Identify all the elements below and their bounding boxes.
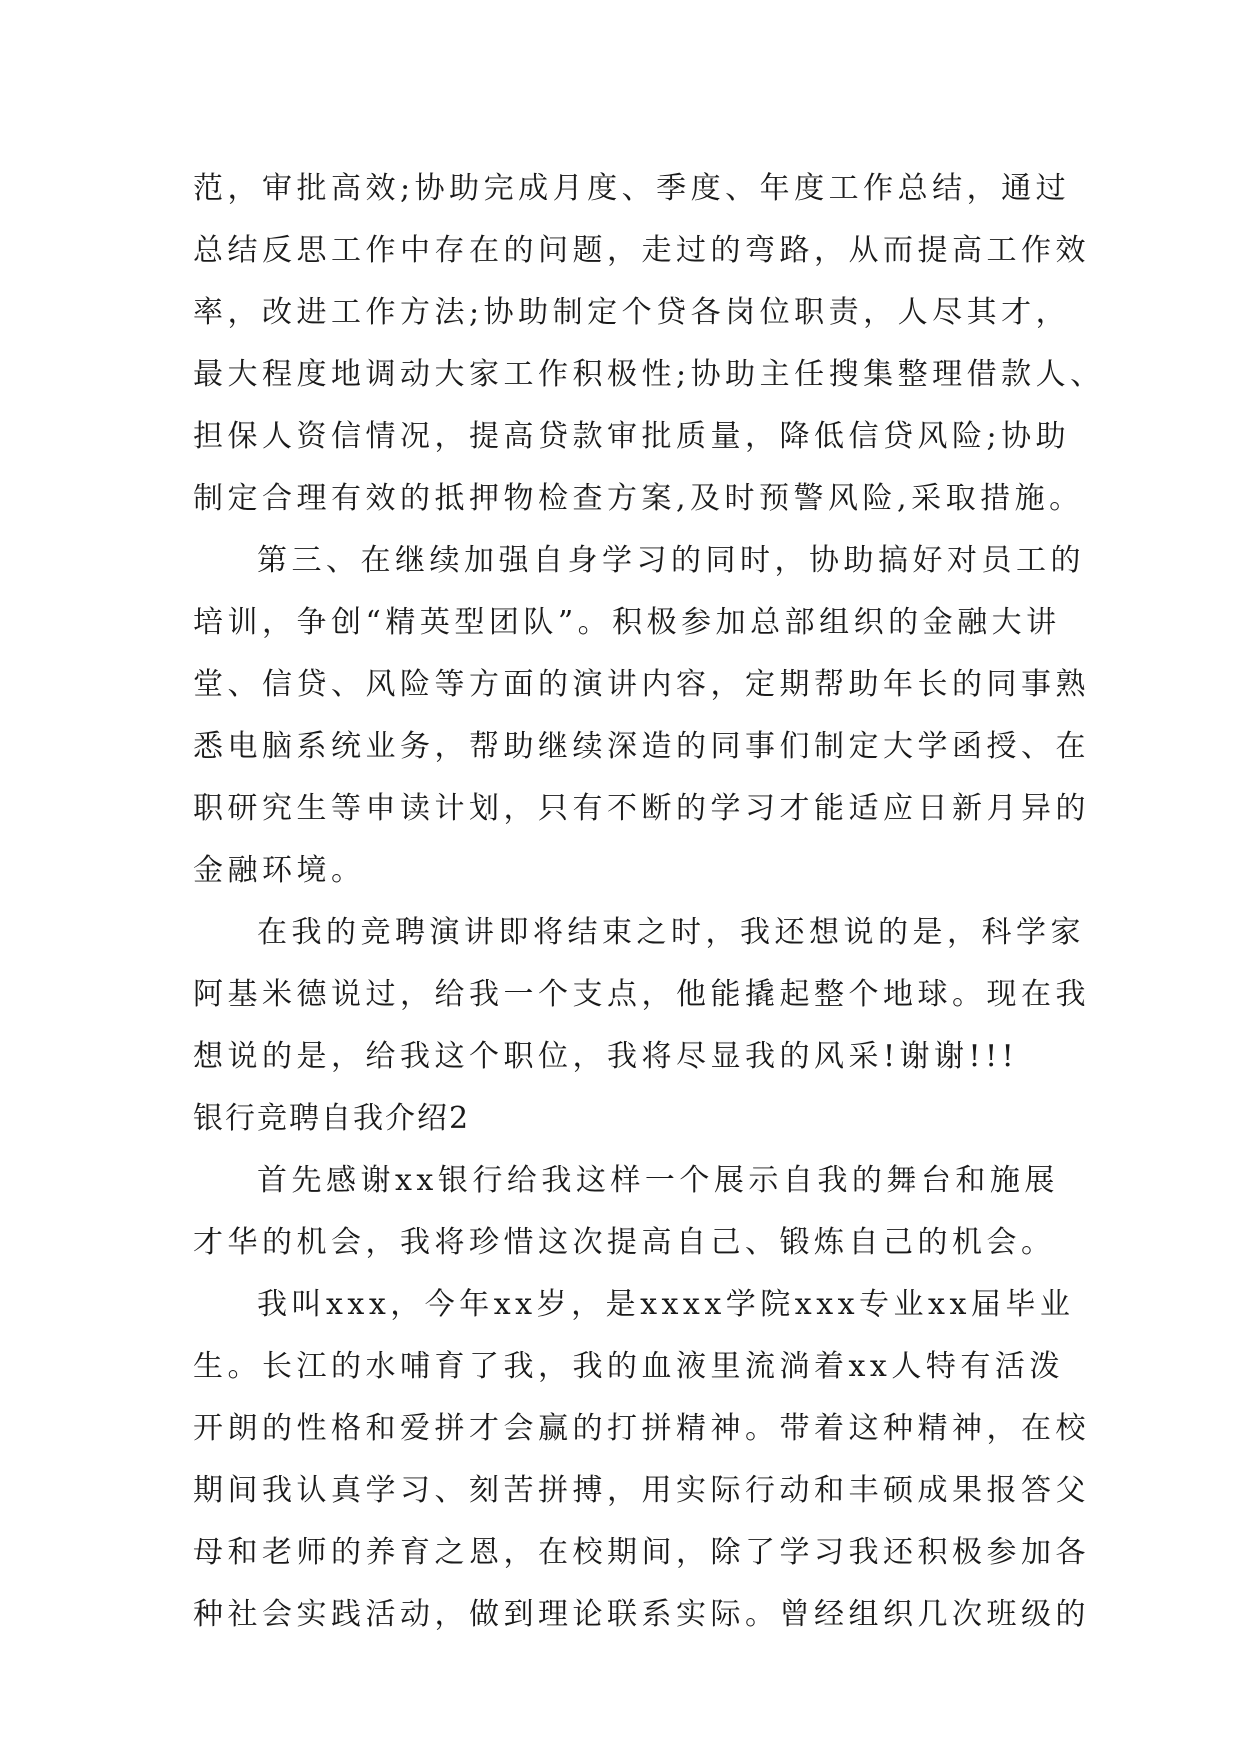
paragraph-2 bbox=[193, 530, 1090, 902]
text-line: 职研究生等申读计划，只有不断的学习才能适应日新月异的 bbox=[193, 791, 1090, 826]
text-line: 我叫xxx，今年xx岁，是xxxx学院xxx专业xx届毕业 bbox=[257, 1287, 1075, 1322]
text-line: 首先感谢xx银行给我这样一个展示自我的舞台和施展 bbox=[257, 1163, 1059, 1198]
text-line: 金融环境。 bbox=[193, 853, 366, 888]
text-line: 范，审批高效;协助完成月度、季度、年度工作总结，通过 bbox=[193, 171, 1071, 206]
text-line: 想说的是，给我这个职位，我将尽显我的风采!谢谢!!! bbox=[193, 1039, 1019, 1074]
text-line: 母和老师的养育之恩，在校期间，除了学习我还积极参加各 bbox=[193, 1535, 1090, 1570]
text-line: 第三、在继续加强自身学习的同时，协助搞好对员工的 bbox=[257, 543, 1085, 578]
text-line: 期间我认真学习、刻苦拼搏，用实际行动和丰硕成果报答父 bbox=[193, 1473, 1090, 1508]
text-line: 制定合理有效的抵押物检查方案,及时预警风险,采取措施。 bbox=[193, 481, 1084, 516]
document-body bbox=[193, 158, 1105, 1646]
text-line: 生。长江的水哺育了我，我的血液里流淌着xx人特有活泼 bbox=[193, 1349, 1064, 1384]
text-line: 才华的机会，我将珍惜这次提高自己、锻炼自己的机会。 bbox=[193, 1225, 1056, 1260]
paragraph-3 bbox=[193, 902, 1090, 1088]
text-line: 总结反思工作中存在的问题，走过的弯路，从而提高工作效 bbox=[193, 233, 1090, 268]
section-title: 银行竞聘自我介绍2 bbox=[193, 1101, 471, 1136]
text-line: 开朗的性格和爱拼才会赢的打拼精神。带着这种精神，在校 bbox=[193, 1411, 1090, 1446]
text-line: 在我的竞聘演讲即将结束之时，我还想说的是，科学家 bbox=[257, 915, 1085, 950]
text-line: 率，改进工作方法;协助制定个贷各岗位职责，人尽其才， bbox=[193, 295, 1071, 330]
paragraph-4 bbox=[193, 1150, 1059, 1274]
text-line: 堂、信贷、风险等方面的演讲内容，定期帮助年长的同事熟 bbox=[193, 667, 1090, 702]
paragraph-5 bbox=[193, 1274, 1090, 1646]
text-line: 培训，争创“精英型团队”。积极参加总部组织的金融大讲 bbox=[193, 605, 1061, 640]
text-line: 担保人资信情况，提高贷款审批质量，降低信贷风险;协助 bbox=[193, 419, 1071, 454]
text-line: 种社会实践活动，做到理论联系实际。曾经组织几次班级的 bbox=[193, 1597, 1090, 1632]
paragraph-1 bbox=[193, 158, 1105, 530]
text-line: 最大程度地调动大家工作积极性;协助主任搜集整理借款人、 bbox=[193, 357, 1105, 392]
text-line: 阿基米德说过，给我一个支点，他能撬起整个地球。现在我 bbox=[193, 977, 1090, 1012]
text-line: 悉电脑系统业务，帮助继续深造的同事们制定大学函授、在 bbox=[193, 729, 1090, 764]
